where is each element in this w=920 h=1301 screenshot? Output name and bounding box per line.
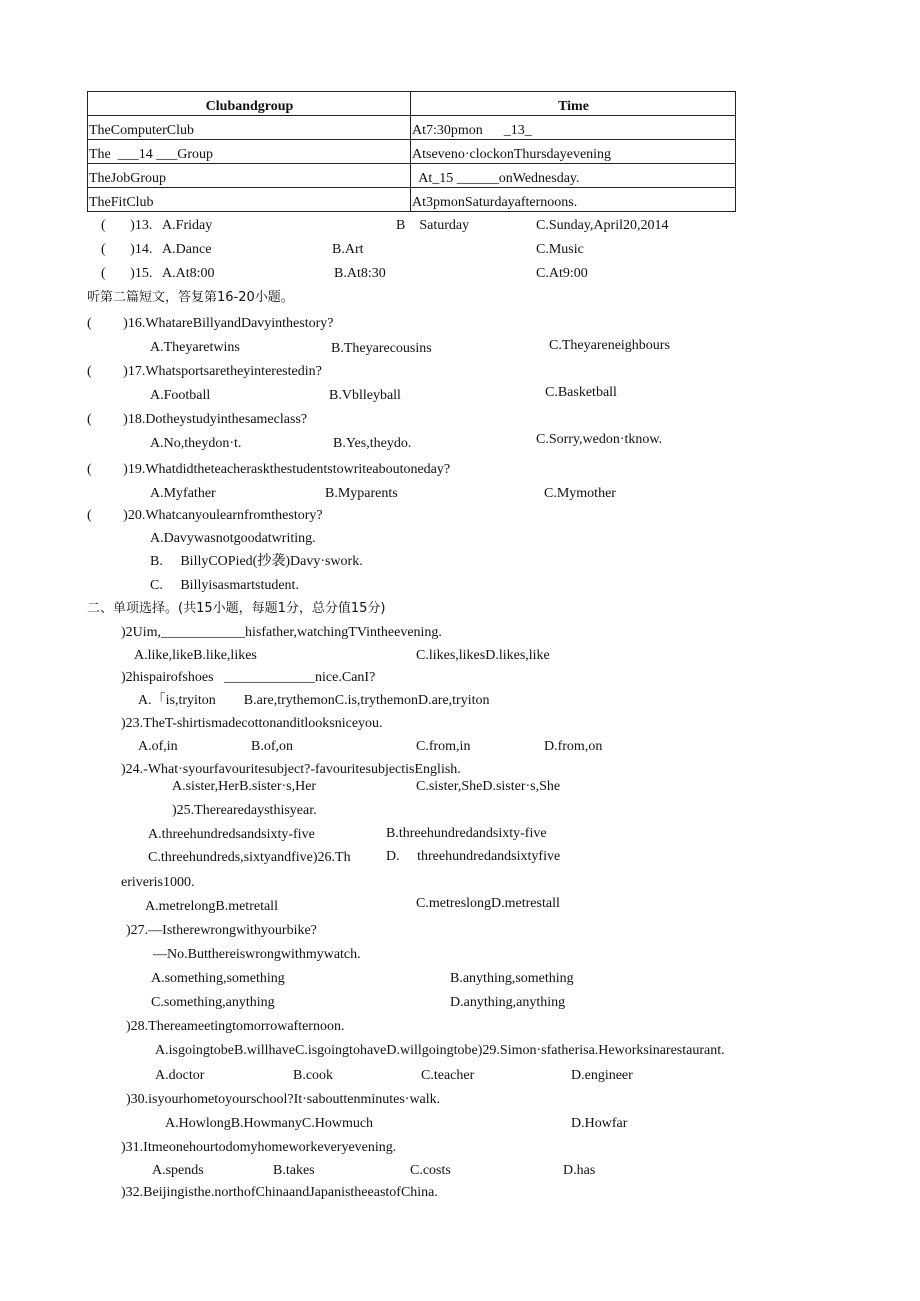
text-line: B Saturday — [396, 218, 470, 233]
text-line: C.from,in — [416, 739, 471, 754]
text-line: A.Football — [150, 388, 211, 403]
text-line: C.likes,likesD.likes,like — [416, 648, 550, 663]
table-row — [88, 164, 736, 188]
text-line: D.has — [563, 1163, 596, 1178]
text-line: C.Mymother — [544, 486, 616, 501]
text-line: C. Billyisasmartstudent. — [150, 578, 299, 593]
text-line: A.something,something — [151, 971, 285, 986]
text-line: C.Basketball — [545, 385, 617, 400]
text-line: )27.—Istherewrongwithyourbike? — [126, 923, 317, 938]
text-line: C.costs — [410, 1163, 451, 1178]
text-line: )28.Thereameetingtomorrowafternoon. — [126, 1019, 345, 1034]
text-line: A.Theyaretwins — [150, 340, 240, 355]
text-line: C.Sunday,April20,2014 — [536, 218, 669, 233]
table-header-row — [88, 92, 736, 116]
text-line: A.HowlongB.HowmanyC.Howmuch — [165, 1116, 374, 1131]
text-line: C.At9:00 — [536, 266, 588, 281]
text-line: C.threehundreds,sixtyandfive)26.Th — [148, 850, 351, 865]
table-row — [88, 188, 736, 212]
table-row — [88, 140, 736, 164]
time-cell: Atseveno·clockonThursdayevening — [411, 140, 736, 164]
text-line: D.anything,anything — [450, 995, 566, 1010]
text-line: A.isgoingtobeB.willhaveC.isgoingtohaveD.willgoingtobe)29.Simon·sfatherisa.Heworksinarestaurant. — [155, 1043, 725, 1058]
text-line: A.like,likeB.like,likes — [134, 648, 257, 663]
table-row — [88, 116, 736, 140]
text-line: —No.Butthereiswrongwithmywatch. — [153, 947, 361, 962]
text-line: 听第二篇短文，答复第16-20小题。 — [87, 290, 294, 305]
text-line: ( )13. A.Friday — [101, 218, 213, 233]
text-line: A.Myfather — [150, 486, 216, 501]
time-cell: At7:30pmon _13_ — [411, 116, 736, 140]
text-line: A.threehundredsandsixty-five — [148, 827, 315, 842]
text-line: C.Theyareneighbours — [549, 338, 670, 353]
text-line: ( )20.Whatcanyoulearnfromthestory? — [87, 508, 323, 523]
text-line: C.sister,SheD.sister·s,She — [416, 779, 561, 794]
text-line: 二、单项选择。(共15小题，每题1分，总分值15分) — [87, 601, 386, 616]
club-cell: TheFitClub — [88, 188, 411, 212]
text-line: ( )17.Whatsportsaretheyinterestedin? — [87, 364, 322, 379]
text-line: A.No,theydon·t. — [150, 436, 242, 451]
text-line: )24.-What·syourfavouritesubject?-favouritesubjectisEnglish. — [121, 762, 461, 777]
text-line: B. BillyCOPied(抄袭)Davy·swork. — [150, 554, 363, 569]
header-time: Time — [411, 92, 736, 116]
text-line: A.sister,HerB.sister·s,Her — [172, 779, 317, 794]
text-line: ( )19.Whatdidtheteacheraskthestudentstowriteaboutoneday? — [87, 462, 451, 477]
text-line: )23.TheT-shirtismadecottonanditlooksniceyou. — [121, 716, 383, 731]
text-line: B.Theyarecousins — [331, 341, 432, 356]
text-line: )25.Therearedaysthisyear. — [172, 803, 317, 818]
text-line: B.At8:30 — [334, 266, 386, 281]
text-line: )2Uim,____________hisfather,watchingTVintheevening. — [121, 625, 442, 640]
text-line: ( )15. A.At8:00 — [101, 266, 215, 281]
text-line: )30.isyourhometoyourschool?It·saboutten​minutes·walk. — [126, 1092, 441, 1107]
text-line: D. threehundredandsixtyfive — [386, 849, 561, 864]
text-line: A.metrelongB.metretall — [145, 899, 278, 914]
text-line: A.Davywasnotgoodatwriting. — [150, 531, 316, 546]
club-cell: The ___14 ___Group — [88, 140, 411, 164]
text-line: B.threehundredandsixty-five — [386, 826, 547, 841]
text-line: B.of,on — [251, 739, 293, 754]
text-line: )2hispairofshoes _____________nice.CanI? — [121, 670, 376, 685]
text-line: ( )16.WhatareBillyandDavyinthestory? — [87, 316, 334, 331]
text-line: A.doctor — [155, 1068, 205, 1083]
text-line: D.engineer — [571, 1068, 633, 1083]
text-line: D.from,on — [544, 739, 603, 754]
text-line: D.Howfar — [571, 1116, 628, 1131]
text-line: A.of,in — [138, 739, 178, 754]
text-line: B.takes — [273, 1163, 315, 1178]
text-line: )32.Beijingisthe.northofChinaandJapanistheeastofChina. — [121, 1185, 438, 1200]
text-line: B.Myparents — [325, 486, 398, 501]
text-line: C.Sorry,wedon·tknow. — [536, 432, 663, 447]
text-line: C.metreslongD.metrestall — [416, 896, 560, 911]
text-line: B.Vblleyball — [329, 388, 401, 403]
text-line: C.Music — [536, 242, 584, 257]
time-cell: At_15 ______onWednesday. — [411, 164, 736, 188]
club-cell: TheComputerClub — [88, 116, 411, 140]
text-line: B.anything,something — [450, 971, 574, 986]
text-line: ( )14. A.Dance — [101, 242, 212, 257]
text-line: C.teacher — [421, 1068, 475, 1083]
text-line: )31.Itmeonehourtodomyhomeworkeveryevening. — [121, 1140, 397, 1155]
text-line: B.Yes,theydo. — [333, 436, 412, 451]
club-schedule-table — [87, 91, 736, 212]
text-line: C.something,anything — [151, 995, 275, 1010]
text-line: eriveris1000. — [121, 875, 195, 890]
text-line: A.spends — [152, 1163, 204, 1178]
text-line: B.Art — [332, 242, 364, 257]
text-line: B.cook — [293, 1068, 334, 1083]
time-cell: At3pmonSaturdayafternoons. — [411, 188, 736, 212]
text-line: A.「is,tryiton B.are,trythemonC.is,trythemonD.are,tryiton — [138, 693, 490, 708]
text-line: ( )18.Dotheystudyinthesameclass? — [87, 412, 308, 427]
header-club: Clubandgroup — [88, 92, 411, 116]
club-cell: TheJobGroup — [88, 164, 411, 188]
